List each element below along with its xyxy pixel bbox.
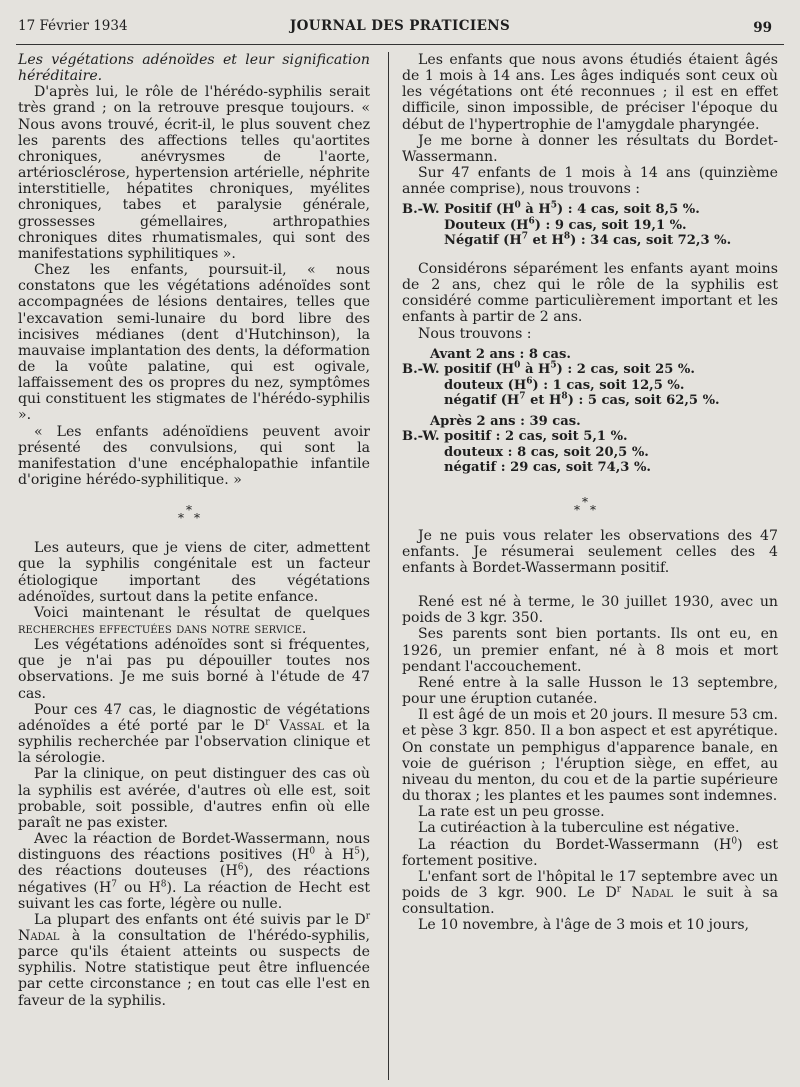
- header-date: 17 Février 1934: [18, 18, 128, 34]
- superscript: r: [265, 717, 270, 728]
- page-number: 99: [753, 20, 772, 36]
- separator-star: *: [178, 511, 184, 526]
- paragraph: Par la clinique, on peut distinguer des cas où la syphilis est avérée, d'autres où elle est, soit probable, soit possible, d'autres enfin où elle paraît ne pas exister.: [18, 766, 370, 831]
- paragraph: Les végétations adénoïdes sont si fréquentes, que je n'ai pas pu dépouiller toutes nos observations. Je me suis borné à l'étude de 47 cas.: [18, 637, 370, 702]
- author-name: Nadal: [631, 884, 673, 901]
- text-run: Avec la réaction de Bordet-Wassermann, nous distinguons des réactions positives (H: [18, 831, 370, 864]
- section-separator: [402, 490, 778, 516]
- section-separator: [18, 502, 370, 528]
- paragraph: Je me borne à donner les résultats du Bordet-Wassermann.: [402, 132, 778, 165]
- stats-line: B.-W. positif : 2 cas, soit 5,1 %.: [402, 429, 628, 445]
- superscript: 8: [160, 878, 167, 889]
- text-run: La réaction du Bordet-Wassermann (H: [418, 836, 732, 853]
- left-column: [18, 52, 370, 1009]
- header-rule: [16, 44, 784, 45]
- text-run: le suit à sa consultation.: [402, 884, 779, 918]
- paragraph: Considérons séparément les enfants ayant moins de 2 ans, chez qui le rôle de la syphilis est considéré comme particulièrement important et les enfants à partir de 2 ans.: [402, 260, 778, 326]
- stats-group-heading: Après 2 ans : 39 cas.: [430, 413, 581, 429]
- stats-line: négatif : 29 cas, soit 74,3 %.: [444, 460, 651, 476]
- superscript: r: [365, 911, 370, 922]
- stats-group-heading: Avant 2 ans : 8 cas.: [430, 346, 571, 362]
- text-run: La plupart des enfants ont été suivis par le D: [34, 911, 366, 928]
- superscript: 5: [354, 846, 361, 857]
- stats-line: négatif ($H^7$ et $H^8$) : 5 cas, soit 62,5 %.: [444, 391, 720, 409]
- text-run: à H: [324, 847, 355, 864]
- small-caps-heading: recherches effectuées dans notre service.: [18, 621, 307, 637]
- superscript: 6: [237, 862, 244, 873]
- right-column: [402, 52, 778, 933]
- paragraph: [18, 912, 370, 1009]
- paragraph: Nous trouvons :: [418, 325, 532, 342]
- separator-star: *: [582, 494, 588, 509]
- paragraph: Le 10 novembre, à l'âge de 3 mois et 10 jours,: [418, 917, 750, 934]
- paragraph: D'après lui, le rôle de l'hérédo-syphilis serait très grand ; on la retrouve presque toujours. « Nous avons trouvé, écrit-il, le plus souvent chez les parents des affections telles qu'aortites chroniques, anévrysmes de l'aorte, artériosclérose, hypertension artérielle, néphrite interstitielle, hépatites chroniques, myélites chroniques, tabes et paralysie générale, grossesses gémellaires, arthropathies chroniques dites rhumatismales, qui sont des manifestations syphilitiques ».: [18, 84, 370, 262]
- author-name: Vassal: [279, 717, 324, 734]
- text-run: à la consultation de l'hérédo-syphilis, parce qu'ils étaient atteints ou suspects de syphilis. Notre statistique peut être influencée par cette circonstance ; en tout cas elle l'est en faveur de la syphilis.: [18, 927, 371, 1009]
- text-run: ou H: [123, 879, 161, 896]
- stats-table-by-age: [402, 347, 778, 476]
- text-run: ), des réactions douteuses (H: [18, 847, 370, 880]
- stats-line: B.-W. positif ($H^0$ à $H^5$) : 2 cas, soit 25 %.: [402, 360, 695, 378]
- paragraph: René entre à la salle Husson le 13 septembre, pour une éruption cutanée.: [402, 674, 778, 708]
- paragraph: La cutiréaction à la tuberculine est négative.: [418, 820, 740, 837]
- paragraph: Les enfants que nous avons étudiés étaient âgés de 1 mois à 14 ans. Les âges indiqués sont ceux où les végétations ont été reconnues ; il est en effet difficile, sinon impossible, de préciser l'époque du début de l'hypertrophie de l'amygdale pharyngée.: [402, 52, 778, 133]
- author-name: Nadal: [18, 927, 60, 944]
- text-run: L'enfant sort de l'hôpital le 17 septembre avec un poids de 3 kgr. 900. Le D: [402, 868, 778, 901]
- stats-table-all: [402, 202, 778, 249]
- section-subhead: Les végétations adénoïdes et leur signification héréditaire.: [18, 52, 370, 85]
- separator-star: *: [574, 502, 580, 517]
- text-run: ). La réaction de Hecht est suivant les cas forte, légère ou nulle.: [18, 879, 370, 912]
- paragraph: [402, 869, 778, 917]
- separator-star: *: [194, 511, 200, 526]
- paragraph: Sur 47 enfants de 1 mois à 14 ans (quinzième année comprise), nous trouvons :: [402, 165, 778, 198]
- column-divider: [388, 52, 389, 1080]
- paragraph: [18, 702, 370, 767]
- paragraph: Chez les enfants, poursuit-il, « nous constatons que les végétations adénoïdes sont accompagnées de lésions dentaires, telles que l'excavation semi-lunaire du bord libre des incisives médianes (dent d'Hutchinson), la mauvaise implantation des dents, la déformation de la voûte palatine, qui est ogivale, laffaissement des os propres du nez, symptômes qui constituent les stigmates de l'hérédo-syphilis ».: [18, 262, 370, 424]
- paragraph: Je ne puis vous relater les observations des 47 enfants. Je résumerai seulement celles des 4 enfants à Bordet-Wassermann positif.: [402, 527, 778, 576]
- paragraph: « Les enfants adénoïdiens peuvent avoir présenté des convulsions, qui sont la manifestation d'une encéphalopathie infantile d'origine hérédo-syphilitique. »: [18, 423, 370, 489]
- superscript: r: [616, 884, 622, 895]
- journal-title: JOURNAL DES PRATICIENS: [289, 18, 511, 34]
- text-run: ), des réactions négatives (H: [18, 863, 370, 896]
- paragraph: [18, 605, 370, 637]
- stats-line: B.-W. Positif ($H^0$ à $H^5$) : 4 cas, soit 8,5 %.: [402, 201, 700, 218]
- stats-line: douteux : 8 cas, soit 20,5 %.: [444, 444, 649, 460]
- separator-star: *: [186, 503, 192, 518]
- paragraph: René est né à terme, le 30 juillet 1930, avec un poids de 3 kgr. 350.: [402, 594, 778, 627]
- text-run: Voici maintenant le résultat de quelques: [34, 604, 370, 621]
- paragraph: Il est âgé de un mois et 20 jours. Il mesure 53 cm. et pèse 3 kgr. 850. Il a bon aspect et est apyrétique. On constate un pemphigus d'apparence banale, en voie de guérison ; l'éruption siège, en effet, au niveau du menton, du cou et de la partie supérieure du thorax ; les plantes et les paumes sont indemnes.: [402, 707, 778, 805]
- text-run: ) est fortement positive.: [402, 836, 779, 869]
- superscript: 0: [731, 835, 738, 846]
- stats-line: Négatif ($H^7$ et $H^8$) : 34 cas, soit 72,3 %.: [444, 232, 732, 249]
- superscript: 7: [111, 878, 118, 889]
- running-header: [16, 16, 784, 38]
- paragraph: [18, 831, 370, 912]
- paragraph: Les auteurs, que je viens de citer, admettent que la syphilis congénitale est un facteur étiologique important des végétations adénoïdes, surtout dans la petite enfance.: [18, 540, 370, 605]
- paragraph: [402, 837, 778, 869]
- text-run: Pour ces 47 cas, le diagnostic de végétations adénoïdes a été porté par le D: [18, 701, 370, 734]
- stats-line: Douteux $(H^6)$ : 9 cas, soit 19,1 %.: [444, 216, 687, 233]
- superscript: 0: [309, 846, 316, 857]
- text-run: et la syphilis recherchée par l'observation clinique et la sérologie.: [18, 717, 371, 767]
- paragraph: La rate est un peu grosse.: [418, 804, 605, 821]
- stats-line: douteux $(H^6)$ : 1 cas, soit 12,5 %.: [444, 376, 685, 393]
- separator-star: *: [590, 502, 596, 517]
- paragraph: Ses parents sont bien portants. Ils ont eu, en 1926, un premier enfant, né à 8 mois et mort pendant l'accouchement.: [402, 626, 778, 675]
